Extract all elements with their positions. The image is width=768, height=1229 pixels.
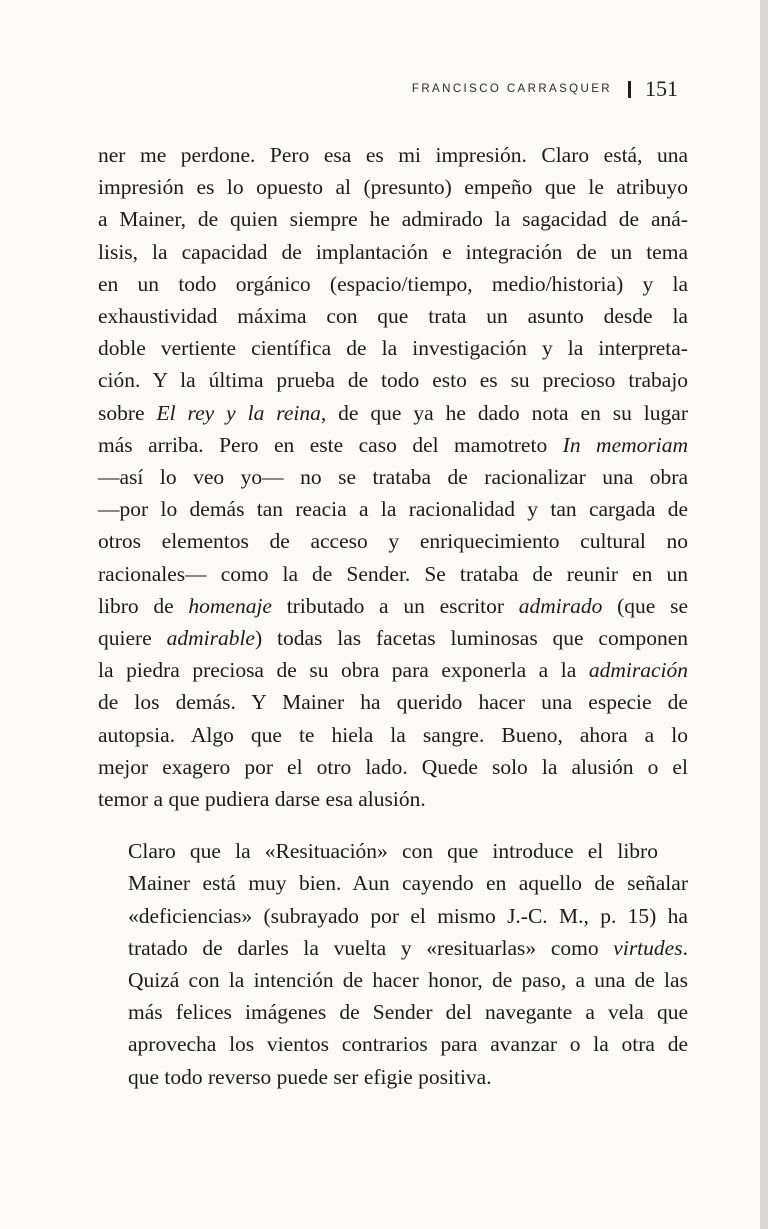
text-run: más arriba. Pero en este caso del mamotreto — [98, 432, 563, 457]
text-line: lisis, la capacidad de implantación e integración de un tema — [98, 239, 688, 264]
running-head — [412, 76, 678, 102]
emphasis-admirable: admirable — [166, 626, 255, 651]
text-line: racionales— como la de Sender. Se trataba de reunir en un — [98, 561, 688, 586]
text-line: a Mainer, de quien siempre he admirado la sagacidad de aná- — [98, 207, 688, 232]
text-line — [98, 590, 688, 622]
text-line: Claro que la «Resituación» con que introduce el libro — [128, 839, 658, 864]
text-run: (que se — [602, 593, 688, 618]
emphasis-admirado: admirado — [518, 593, 603, 618]
text-line: Quizá con la intención de hacer honor, de paso, a una de las — [128, 968, 688, 993]
text-line: otros elementos de acceso y enriquecimiento cultural no — [98, 529, 689, 554]
text-run: la piedra preciosa de su obra para exponerla a la — [98, 658, 589, 683]
text-line: mejor exagero por el otro lado. Quede solo la alusión o el — [98, 754, 688, 779]
text-line: en un todo orgánico (espacio/tiempo, medio/historia) y la — [98, 271, 689, 296]
text-line: —por lo demás tan reacia a la racionalidad y tan cargada de — [98, 497, 689, 522]
text-run: , de que ya he dado nota en su lugar — [320, 400, 688, 425]
page-edge — [760, 0, 768, 1229]
text-line: ner me perdone. Pero esa es mi impresión. Claro está, una — [98, 143, 689, 167]
text-run: libro de — [98, 593, 189, 618]
text-run: ) todas las facetas luminosas que componen — [254, 626, 688, 651]
text-line: «deficiencias» (subrayado por el mismo J.-C. M., p. 15) ha — [128, 903, 688, 928]
text-run: . — [682, 935, 688, 960]
text-line: que todo reverso puede ser efigie positiva. — [128, 1064, 492, 1089]
text-line: temor a que pudiera darse esa alusión. — [98, 787, 426, 812]
text-line: aprovecha los vientos contrarios para avanzar o la otra de — [128, 1032, 689, 1057]
text-line — [98, 622, 688, 654]
text-line: impresión es lo opuesto al (presunto) empeño que le atribuyo — [98, 175, 689, 200]
text-run: tributado a un escritor — [271, 593, 519, 618]
running-head-author: FRANCISCO CARRASQUER — [411, 83, 612, 95]
text-line: —así lo veo yo— no se trataba de racionalizar una obra — [98, 465, 688, 490]
text-run: tratado de darles la vuelta y «resituarlas» como — [128, 935, 614, 960]
paragraph-2 — [98, 835, 688, 1093]
book-title-el-rey-y-la-reina: El rey y la reina — [156, 400, 321, 425]
emphasis-virtudes: virtudes — [613, 935, 683, 960]
text-line — [98, 654, 688, 686]
text-run: sobre — [98, 400, 157, 425]
text-line: autopsia. Algo que te hiela la sangre. Bueno, ahora a lo — [98, 722, 688, 747]
text-line — [98, 397, 688, 429]
text-run: quiere — [98, 626, 167, 651]
text-line: ción. Y la última prueba de todo esto es su precioso trabajo — [98, 368, 689, 393]
book-title-in-memoriam: In memoriam — [562, 432, 689, 457]
text-line: más felices imágenes de Sender del navegante a vela que — [128, 1000, 689, 1025]
text-line — [98, 932, 688, 964]
paragraph-1 — [98, 139, 688, 815]
text-line: doble vertiente científica de la investigación y la interpreta- — [98, 336, 688, 361]
text-line: Mainer está muy bien. Aun cayendo en aquello de señalar — [128, 871, 688, 896]
text-line: exhaustividad máxima con que trata un asunto desde la — [98, 304, 688, 329]
text-line: de los demás. Y Mainer ha querido hacer una especie de — [98, 690, 688, 715]
running-head-divider — [628, 81, 631, 98]
emphasis-homenaje: homenaje — [188, 593, 272, 618]
emphasis-admiracion: admiración — [588, 658, 688, 683]
text-line — [98, 429, 688, 461]
body-text — [98, 139, 688, 1093]
page-number: 151 — [645, 76, 678, 101]
